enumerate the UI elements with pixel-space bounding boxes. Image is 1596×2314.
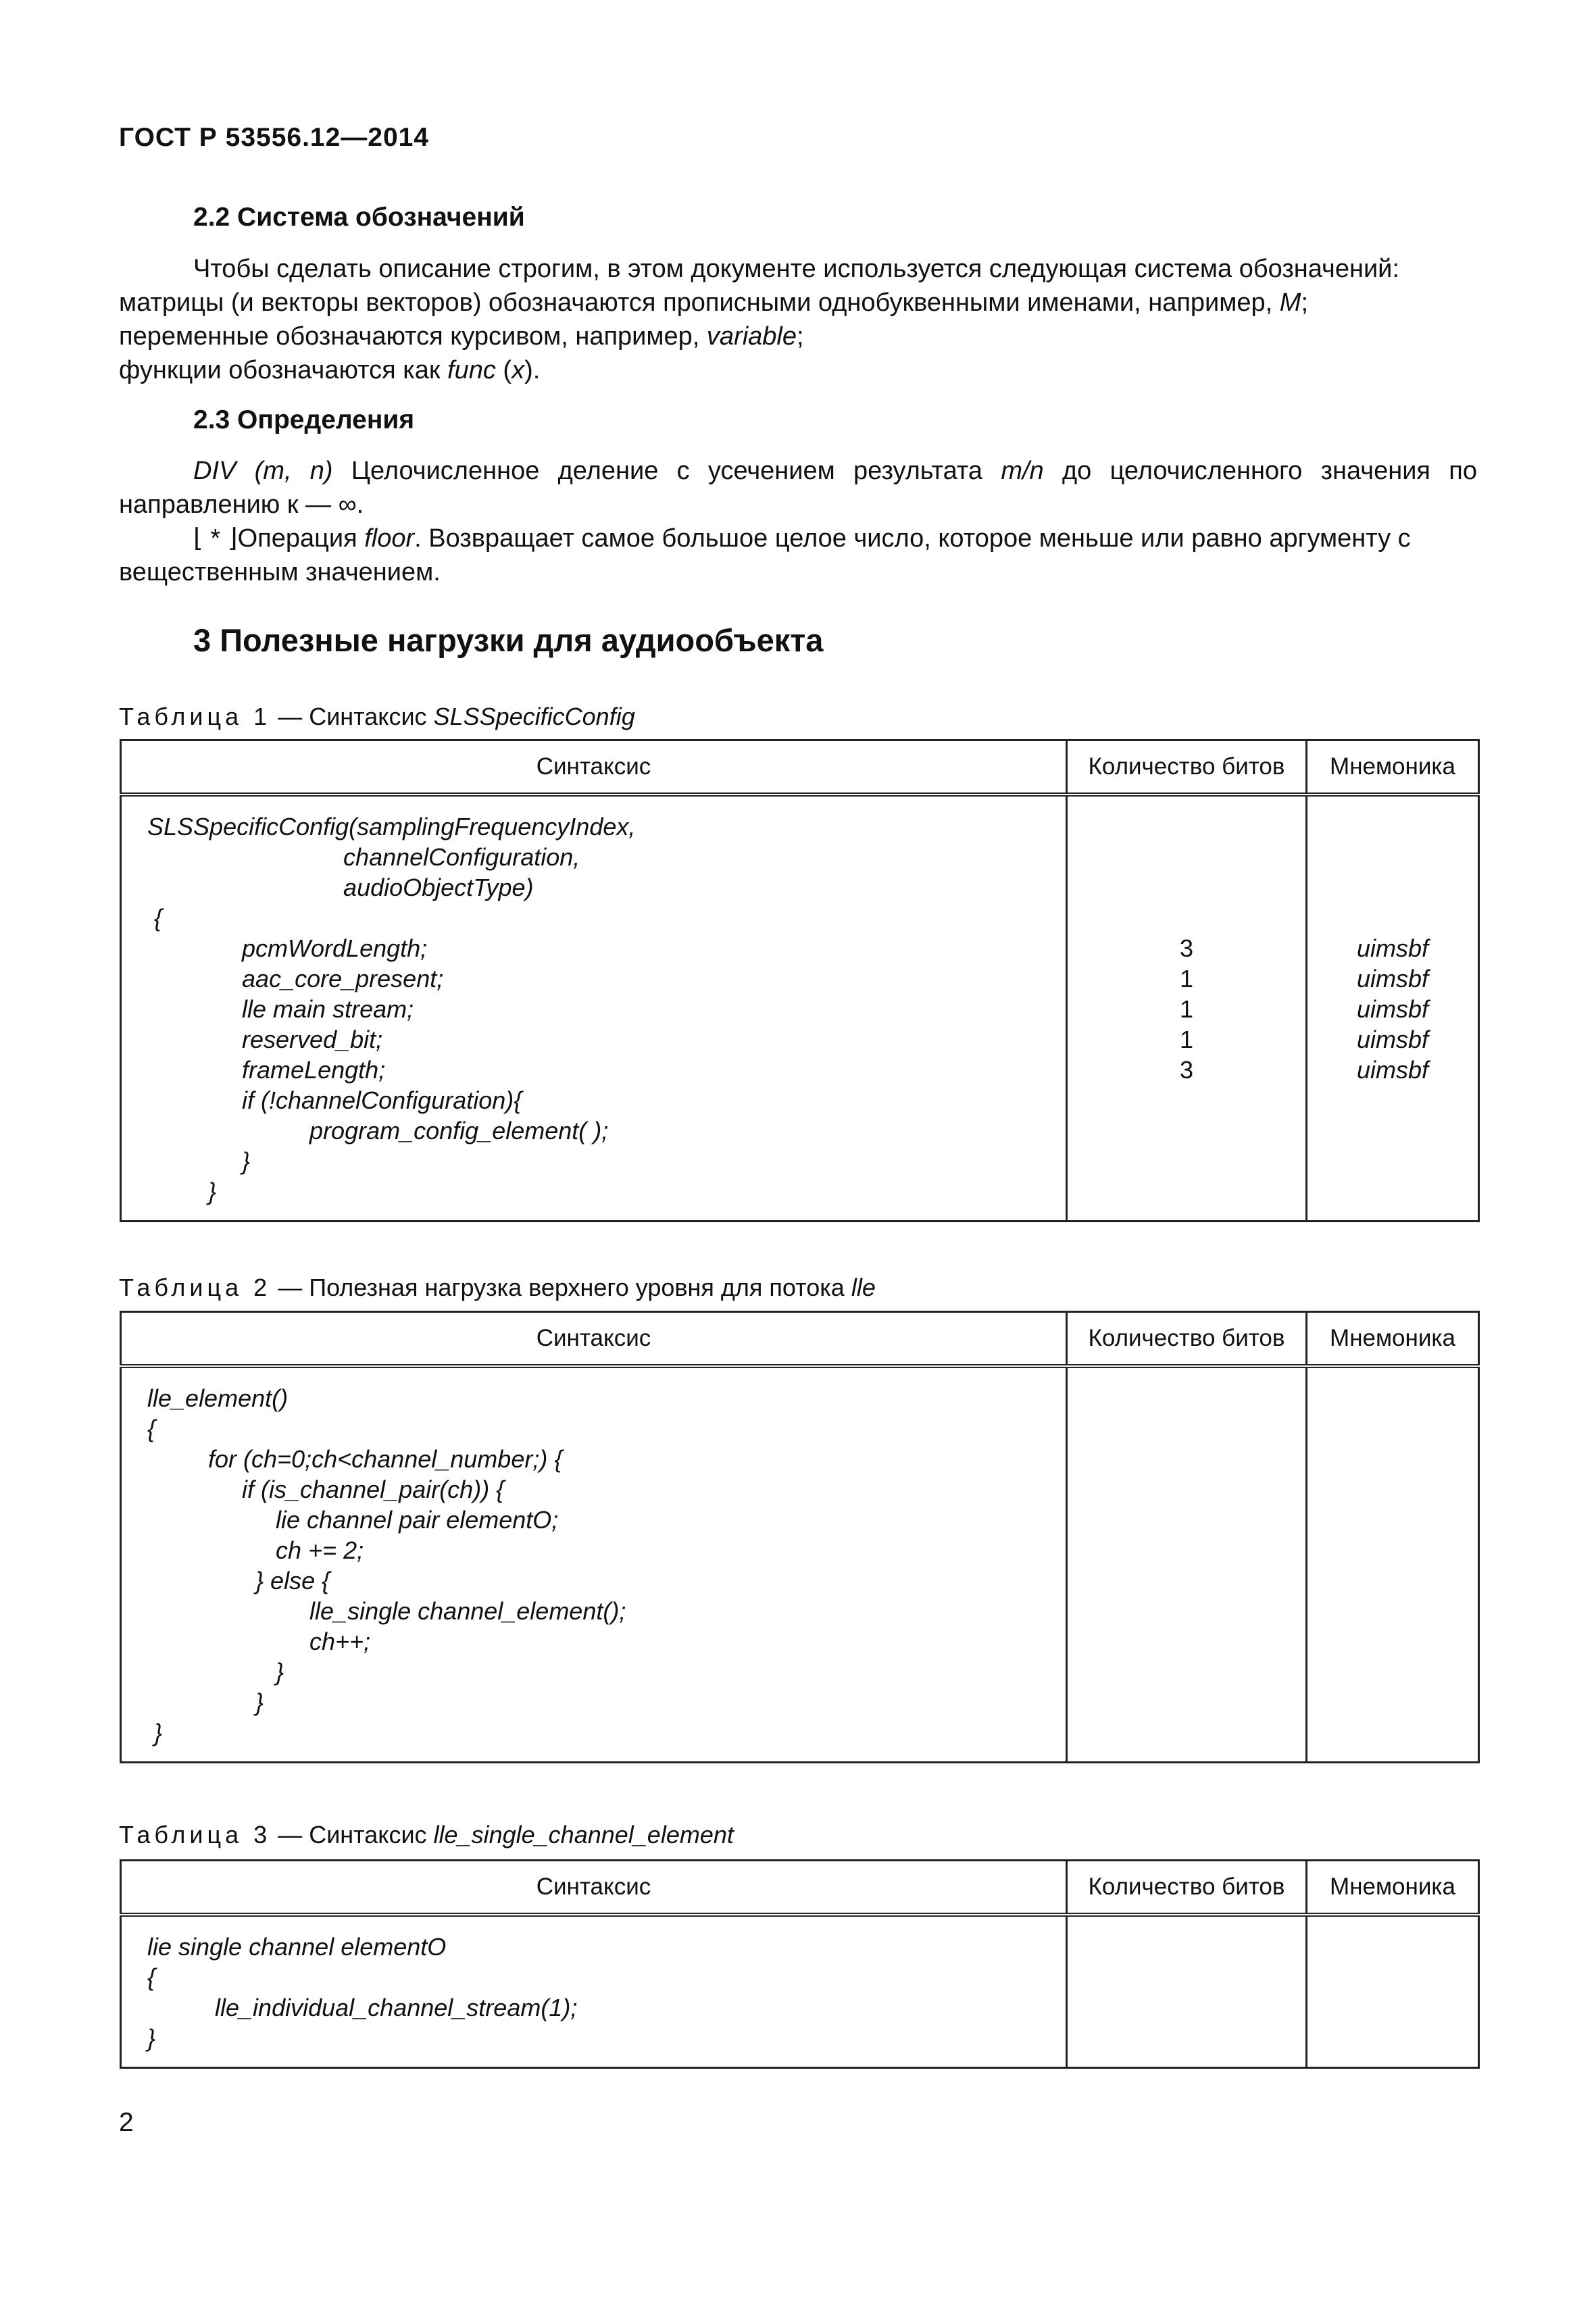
- code-line: if (!channelConfiguration){: [141, 1086, 522, 1114]
- mnemonic-value: uimsbf: [1356, 934, 1429, 962]
- code-line: {: [141, 1415, 156, 1442]
- code-line: ch += 2;: [141, 1536, 364, 1564]
- bits-value: 1: [1179, 995, 1194, 1023]
- code-line: lle main stream;: [141, 995, 414, 1023]
- syntax-cell: [121, 1915, 1067, 2068]
- code-line: SLSSpecificConfig(samplingFrequencyIndex,: [141, 813, 636, 840]
- bits-cell: [1067, 1915, 1307, 2068]
- code-line: program_config_element( );: [141, 1117, 609, 1145]
- bits-value: [1068, 1146, 1305, 1176]
- code-line: } else {: [141, 1567, 330, 1594]
- floor-definition-line-1: ⌊ * ⌋Операция floor. Возвращает самое большое целое число, которое меньше или равно аргументу с: [193, 524, 1411, 553]
- page-number: 2: [119, 2108, 134, 2137]
- code-line: ch++;: [141, 1628, 371, 1655]
- section-2-3-heading: 2.3 Определения: [193, 405, 415, 434]
- bits-value: 3: [1179, 934, 1194, 962]
- table-3-lle-single-channel-element: [120, 1859, 1480, 2069]
- bits-value: 1: [1179, 965, 1194, 992]
- notation-line-1: Чтобы сделать описание строгим, в этом документе используется следующая система обозначений:: [193, 255, 1399, 283]
- div-definition-line-1: DIV (m, n) Целочисленное деление с усечением результата m/n до целочисленного значения по: [193, 457, 1477, 485]
- mnemonic-value: uimsbf: [1356, 1056, 1429, 1084]
- bits-value: [1068, 811, 1305, 842]
- section-2-2-body: [119, 252, 1477, 387]
- code-line: {: [141, 904, 163, 932]
- bits-value: 1: [1179, 1026, 1194, 1053]
- code-line: for (ch=0;ch<channel_number;) {: [141, 1445, 563, 1473]
- mnemonic-value: uimsbf: [1356, 1026, 1429, 1053]
- table-row: [121, 795, 1479, 1222]
- bits-value: [1068, 1176, 1305, 1207]
- code-line: }: [141, 2024, 156, 2052]
- mnemonic-value: [1307, 1115, 1478, 1146]
- code-line: if (is_channel_pair(ch)) {: [141, 1476, 505, 1503]
- mnemonic-cell: [1307, 795, 1479, 1222]
- bits-value: 3: [1179, 1056, 1194, 1084]
- code-line: }: [141, 1658, 284, 1686]
- code-line: aac_core_present;: [141, 965, 444, 992]
- code-line: lle_individual_channel_stream(1);: [141, 1994, 578, 2021]
- bits-value: [1068, 842, 1305, 872]
- mnemonic-value: uimsbf: [1356, 965, 1429, 992]
- bits-value: [1068, 903, 1305, 933]
- mnemonic-value: [1307, 1146, 1478, 1176]
- mnemonic-value: [1307, 903, 1478, 933]
- code-line: }: [141, 1688, 264, 1716]
- code-line: pcmWordLength;: [141, 934, 428, 962]
- table-1-caption: Таблица 1 — Синтаксис SLSSpecificConfig: [119, 703, 635, 730]
- mnemonic-value: [1307, 811, 1478, 842]
- code-line: reserved_bit;: [141, 1026, 383, 1053]
- code-line: frameLength;: [141, 1056, 386, 1084]
- column-header-bits: Количество битов: [1067, 740, 1307, 795]
- column-header-syntax: Синтаксис: [121, 740, 1067, 795]
- table-header-row: [121, 1861, 1479, 1915]
- section-2-2-heading: 2.2 Система обозначений: [193, 203, 525, 232]
- bits-cell: [1067, 795, 1307, 1222]
- document-code-header: ГОСТ Р 53556.12—2014: [119, 123, 430, 152]
- column-header-mnemonic: Мнемоника: [1307, 1312, 1479, 1367]
- mnemonic-value: [1307, 842, 1478, 872]
- section-2-3-body: [119, 454, 1477, 589]
- code-line: lie channel pair elementO;: [141, 1506, 559, 1534]
- bits-value: [1068, 1115, 1305, 1146]
- mnemonic-value: [1307, 1176, 1478, 1207]
- mnemonic-cell: [1307, 1366, 1479, 1763]
- mnemonic-value: [1307, 1085, 1478, 1115]
- code-line: lle_element(): [141, 1384, 289, 1412]
- floor-definition-line-2: вещественным значением.: [119, 558, 441, 586]
- code-line: channelConfiguration,: [141, 843, 580, 871]
- code-line: }: [141, 1178, 217, 1205]
- table-row: [121, 1915, 1479, 2068]
- column-header-bits: Количество битов: [1067, 1861, 1307, 1915]
- section-3-heading: 3 Полезные нагрузки для аудиообъекта: [193, 622, 824, 658]
- table-2-lle-payload: [120, 1311, 1480, 1763]
- floor-symbol: ⌊ * ⌋: [193, 524, 238, 553]
- code-line: audioObjectType): [141, 874, 534, 901]
- code-line: }: [141, 1719, 163, 1746]
- bits-value: [1068, 1085, 1305, 1115]
- column-header-syntax: Синтаксис: [121, 1312, 1067, 1367]
- code-line: lie single channel elementO: [141, 1933, 447, 1961]
- bits-value: [1068, 872, 1305, 903]
- column-header-mnemonic: Мнемоника: [1307, 1861, 1479, 1915]
- code-line: {: [141, 1963, 156, 1991]
- column-header-bits: Количество битов: [1067, 1312, 1307, 1367]
- table-2-caption: Таблица 2 — Полезная нагрузка верхнего уровня для потока lle: [119, 1274, 876, 1301]
- notation-line-2: матрицы (и векторы векторов) обозначаются прописными однобуквенными именами, например, M;: [119, 288, 1309, 317]
- column-header-syntax: Синтаксис: [121, 1861, 1067, 1915]
- syntax-cell: [121, 1366, 1067, 1763]
- syntax-cell: [121, 795, 1067, 1222]
- table-row: [121, 1366, 1479, 1763]
- notation-line-4: функции обозначаются как func (x).: [119, 356, 541, 384]
- mnemonic-value: uimsbf: [1356, 995, 1429, 1023]
- table-3-caption: Таблица 3 — Синтаксис lle_single_channel_element: [119, 1821, 734, 1848]
- column-header-mnemonic: Мнемоника: [1307, 740, 1479, 795]
- table-header-row: [121, 740, 1479, 795]
- mnemonic-cell: [1307, 1915, 1479, 2068]
- code-line: }: [141, 1147, 251, 1175]
- mnemonic-value: [1307, 872, 1478, 903]
- div-definition-line-2: направлению к — ∞.: [119, 491, 364, 519]
- notation-line-3: переменные обозначаются курсивом, например, variable;: [119, 322, 804, 351]
- table-header-row: [121, 1312, 1479, 1367]
- table-1-slsspecificconfig: [120, 739, 1480, 1222]
- bits-cell: [1067, 1366, 1307, 1763]
- code-line: lle_single channel_element();: [141, 1597, 626, 1625]
